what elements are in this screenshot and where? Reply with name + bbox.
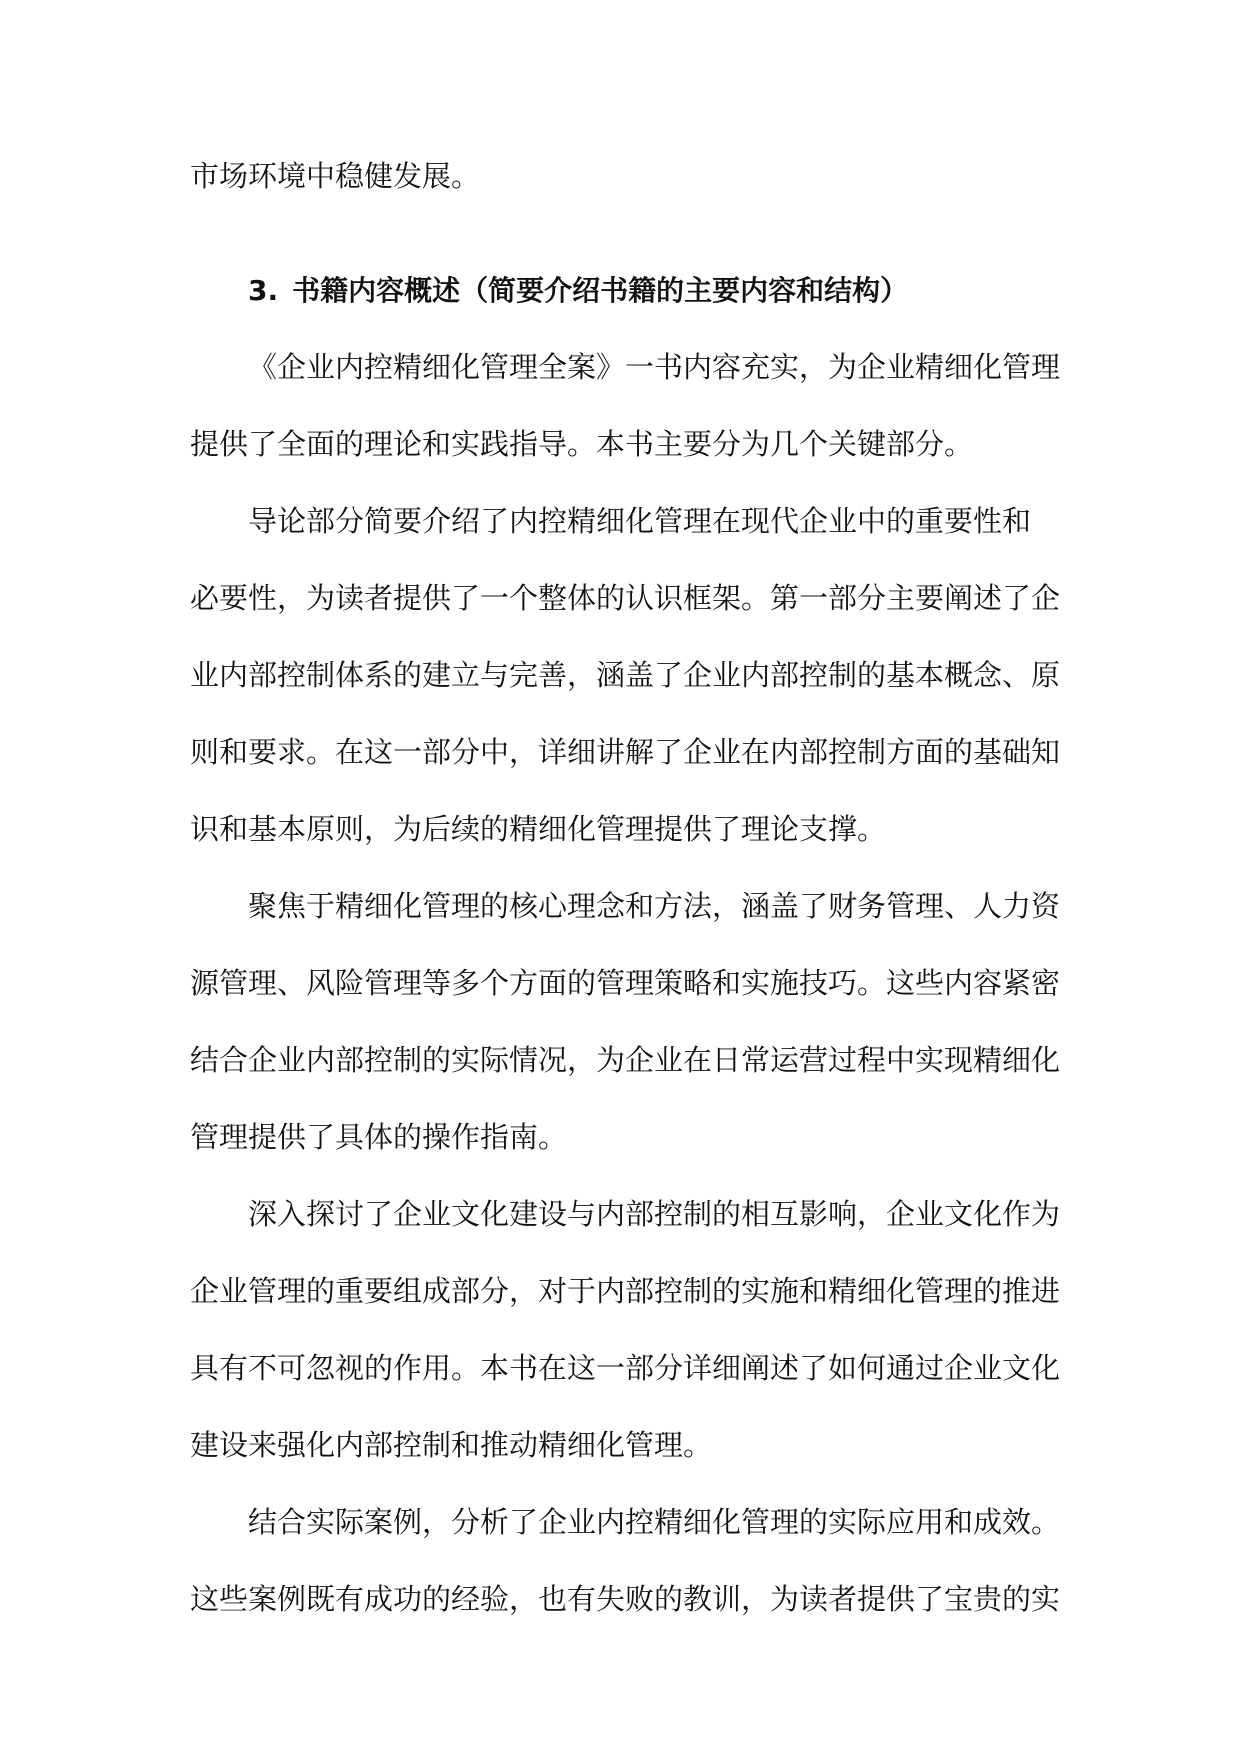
paragraph-line: 深入探讨了企业文化建设与内部控制的相互影响，企业文化作为: [248, 1197, 1061, 1231]
paragraph-line: 结合实际案例，分析了企业内控精细化管理的实际应用和成效。: [248, 1505, 1061, 1539]
paragraph-line: 具有不可忽视的作用。本书在这一部分详细阐述了如何通过企业文化: [190, 1351, 1061, 1385]
paragraph-line: 业内部控制体系的建立与完善，涵盖了企业内部控制的基本概念、原: [190, 658, 1061, 692]
paragraph: [190, 1484, 1060, 1638]
section-number: 3.: [248, 274, 279, 307]
paragraph-line: 识和基本原则，为后续的精细化管理提供了理论支撑。: [190, 812, 887, 846]
paragraph-line: 管理提供了具体的操作指南。: [190, 1120, 568, 1154]
continuation-line: 市场环境中稳健发展。: [190, 159, 481, 193]
section-heading: [190, 252, 1060, 329]
paragraph: [190, 483, 1060, 868]
paragraph-line: 提供了全面的理论和实践指导。本书主要分为几个关键部分。: [190, 427, 974, 461]
section-spacer: [190, 215, 1060, 252]
paragraph-line: 这些案例既有成功的经验，也有失败的教训，为读者提供了宝贵的实: [190, 1582, 1061, 1616]
paragraph: [190, 329, 1060, 483]
section-title: 书籍内容概述（简要介绍书籍的主要内容和结构）: [292, 274, 909, 307]
paragraph-line: 企业管理的重要组成部分，对于内部控制的实施和精细化管理的推进: [190, 1274, 1061, 1308]
paragraph-line: 聚焦于精细化管理的核心理念和方法，涵盖了财务管理、人力资: [248, 889, 1061, 923]
paragraph: [190, 868, 1060, 1176]
paragraph-line: 导论部分简要介绍了内控精细化管理在现代企业中的重要性和: [248, 504, 1032, 538]
paragraph-line: 《企业内控精细化管理全案》一书内容充实，为企业精细化管理: [248, 350, 1061, 384]
paragraph-line: 结合企业内部控制的实际情况，为企业在日常运营过程中实现精细化: [190, 1043, 1061, 1077]
paragraph-line: 源管理、风险管理等多个方面的管理策略和实施技巧。这些内容紧密: [190, 966, 1061, 1000]
body-text: [190, 138, 1060, 1638]
paragraph-line: 建设来强化内部控制和推动精细化管理。: [190, 1428, 713, 1462]
paragraph-line: 则和要求。在这一部分中，详细讲解了企业在内部控制方面的基础知: [190, 735, 1061, 769]
paragraph-line: 必要性，为读者提供了一个整体的认识框架。第一部分主要阐述了企: [190, 581, 1061, 615]
paragraph: [190, 1176, 1060, 1484]
